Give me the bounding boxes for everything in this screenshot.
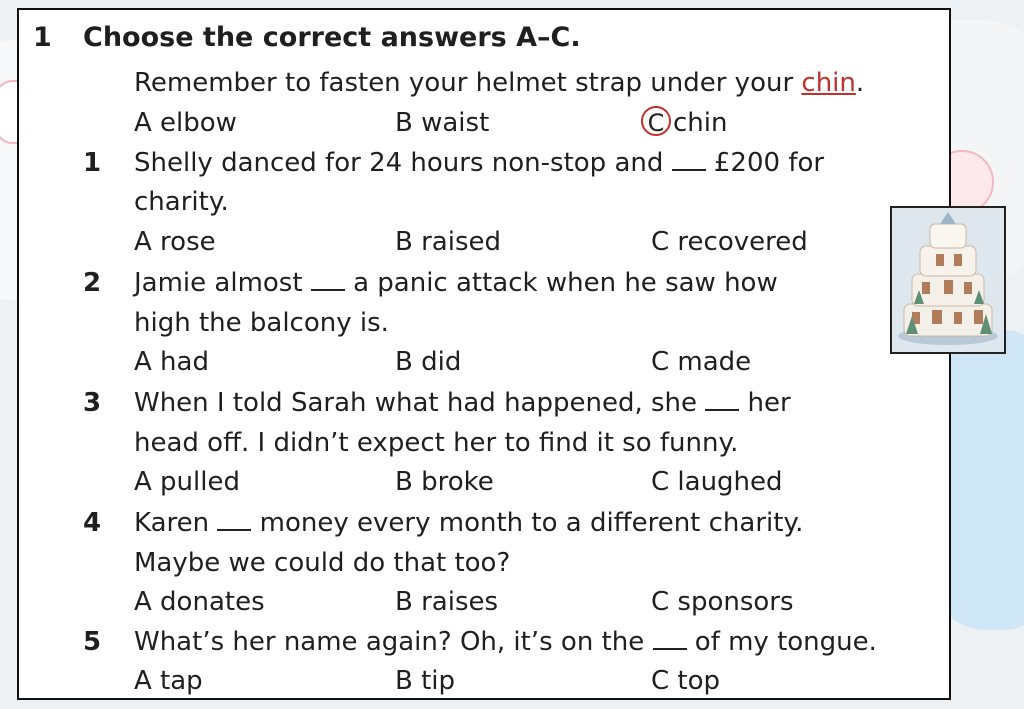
circled-answer-icon: C xyxy=(641,106,671,136)
question-text: What’s her name again? Oh, it’s on the of my tongue. xyxy=(134,627,877,657)
option-c[interactable]: C recovered xyxy=(651,227,808,257)
question-text-cont: Maybe we could do that too? xyxy=(134,548,511,578)
example-sentence: Remember to fasten your helmet strap under your chin. xyxy=(134,68,865,98)
exercise-number: 1 xyxy=(33,22,52,53)
option-a[interactable]: A pulled xyxy=(134,467,240,497)
question-number: 2 xyxy=(83,268,102,298)
answer-blank xyxy=(672,149,706,171)
question-number: 3 xyxy=(83,388,102,418)
example-option-a[interactable]: A elbow xyxy=(134,108,237,138)
question-text: Shelly danced for 24 hours non-stop and £200 for xyxy=(134,148,825,178)
option-c[interactable]: C made xyxy=(651,347,752,377)
question-number: 4 xyxy=(83,508,102,538)
question-text: Karen money every month to a different charity. xyxy=(134,508,804,538)
option-b[interactable]: B tip xyxy=(395,666,456,696)
answer-blank xyxy=(705,389,739,411)
cake-image xyxy=(890,206,1006,354)
option-a[interactable]: A rose xyxy=(134,227,216,257)
option-a[interactable]: A had xyxy=(134,347,209,377)
option-a[interactable]: A donates xyxy=(134,587,265,617)
question-number: 5 xyxy=(83,627,102,657)
question-text: When I told Sarah what had happened, she her xyxy=(134,388,791,418)
example-option-c[interactable]: C chin xyxy=(641,106,727,138)
question-text-cont: charity. xyxy=(134,187,229,217)
question-text-cont: high the balcony is. xyxy=(134,308,389,338)
example-answer: chin xyxy=(801,68,856,98)
option-c[interactable]: C sponsors xyxy=(651,587,794,617)
option-b[interactable]: B did xyxy=(395,347,462,377)
option-a[interactable]: A tap xyxy=(134,666,203,696)
exercise-instruction: Choose the correct answers A–C. xyxy=(83,22,581,53)
example-option-b[interactable]: B waist xyxy=(395,108,490,138)
answer-blank xyxy=(653,628,687,650)
option-c[interactable]: C laughed xyxy=(651,467,783,497)
option-b[interactable]: B raises xyxy=(395,587,499,617)
option-b[interactable]: B raised xyxy=(395,227,501,257)
answer-blank xyxy=(217,509,251,531)
cake-icon xyxy=(892,208,1004,352)
option-b[interactable]: B broke xyxy=(395,467,494,497)
exercise-title xyxy=(33,22,581,53)
question-text-cont: head off. I didn’t expect her to find it so funny. xyxy=(134,428,739,458)
exercise-card xyxy=(17,8,951,700)
question-number: 1 xyxy=(83,148,102,178)
answer-blank xyxy=(311,269,345,291)
option-c[interactable]: C top xyxy=(651,666,721,696)
question-text: Jamie almost a panic attack when he saw how xyxy=(134,268,778,298)
